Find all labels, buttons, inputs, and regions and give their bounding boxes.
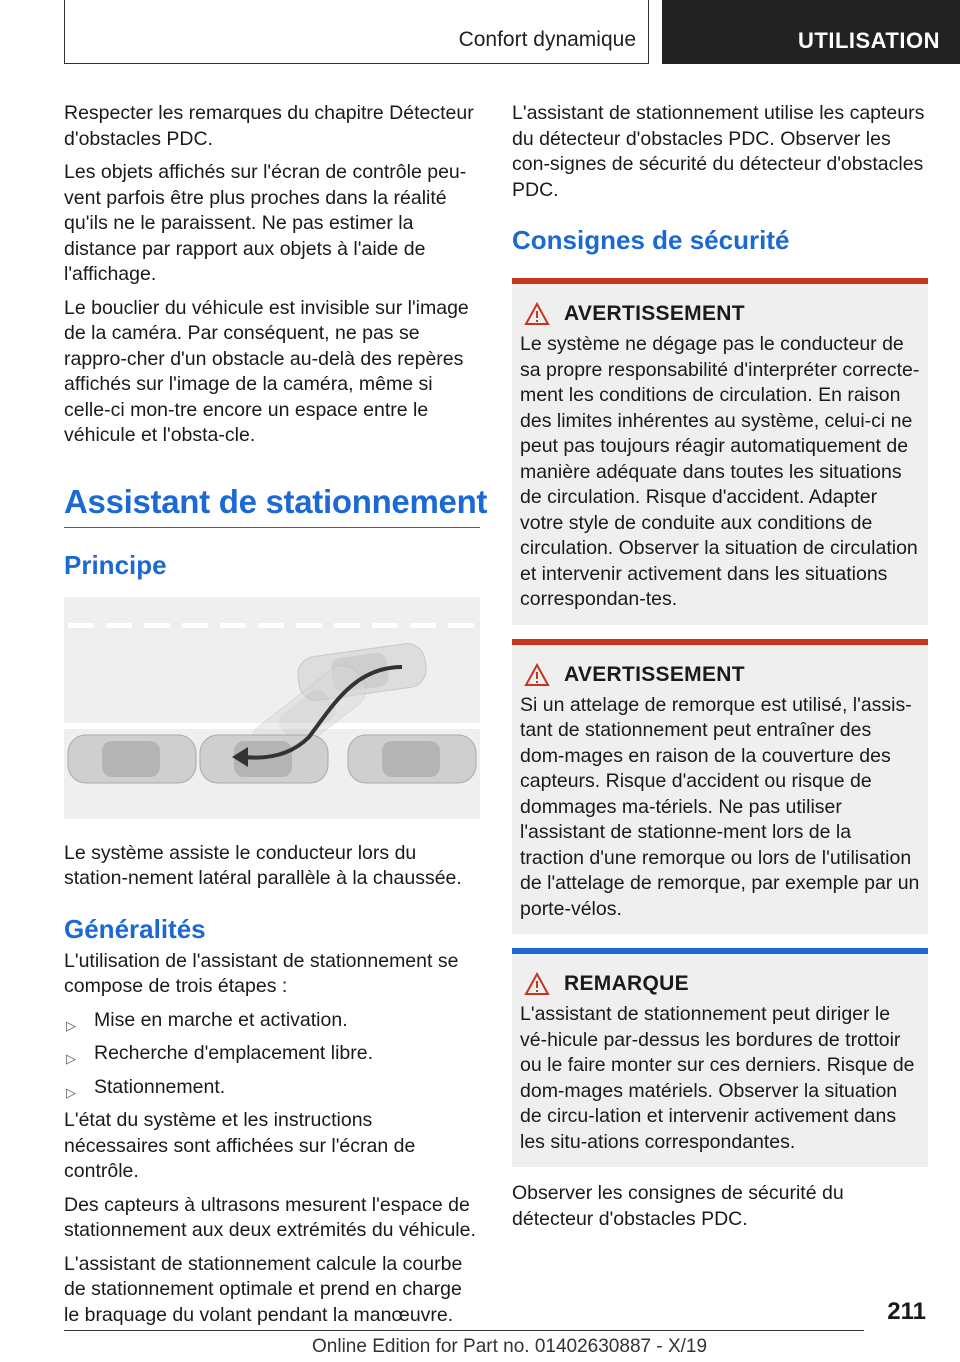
section-heading-parking-assistant: Assistant de stationnement [64,483,480,528]
paragraph-system-state: L'état du système et les instructions nécessaires sont affichées sur l'écran de contrôle. [64,1109,416,1182]
lane-dashes [68,623,474,628]
parking-illustration [64,597,480,819]
header-section-title: Confort dynamique [458,28,636,51]
warning-text: Le système ne dégage pas le conducteur de sa propre responsabilité d'interpréter correcte-ment les conditions de circulation. En raison des limites inhérentes au système, celui-ci ne peut pas toujours réagir automatiquement de manière adéquate dans toutes les situations de circulation. Risque d'accident. Adapter votre style de conduite aux conditions de circulation. Observer la situation de circulation et intervenir activement dans les situations correspondan-tes. [520,333,920,610]
warning-title: AVERTISSEMENT [564,662,745,686]
list-item: ▷ Stationnement. [64,1075,480,1101]
warning-triangle-icon [524,302,550,326]
footer-edition: Online Edition for Part no. 01402630887 - X/19 [312,1336,708,1357]
paragraph-steps-intro: L'utilisation de l'assistant de stationnement se compose de trois étapes : [64,949,459,997]
warning-box-trailer [512,639,928,935]
warning-triangle-icon [524,663,550,687]
page-number: 211 [887,1298,926,1325]
subheading-safety-instructions: Consignes de sécurité [512,225,790,255]
header-rule-bottom [64,63,648,64]
list-item: ▷ Recherche d'emplacement libre. [64,1041,480,1067]
triangle-bullet-icon: ▷ [66,1017,76,1033]
list-item: ▷ Mise en marche et activation. [64,1008,480,1034]
paragraph-optimal-curve: L'assistant de stationnement calcule la courbe de stationnement optimale et prend en charge le braquage du volant pendant la manœuvre. [64,1252,463,1326]
subheading-principe: Principe [64,549,167,580]
triangle-bullet-icon: ▷ [66,1051,76,1066]
paragraph-bumper-invisible: Le bouclier du véhicule est invisible sur l'image de la caméra. Par conséquent, ne pas se rappro-cher d'un obstacle au-delà des repères affichés sur l'image de la caméra, même si celle-ci mon-tre encore un espace entre le véhicule et l'obsta-cle. [64,296,469,446]
paragraph-observe-pdc: Observer les consignes de sécurité du détecteur d'obstacles PDC. [512,1182,844,1230]
notice-triangle-icon [524,972,550,996]
triangle-bullet-icon: ▷ [66,1084,76,1100]
warning-title: AVERTISSEMENT [564,302,745,325]
paragraph-ultrasonic-sensors: Des capteurs à ultrasons mesurent l'espace de stationnement aux deux extrémités du véhicule. [64,1193,476,1241]
paragraph-pdc-sensors: L'assistant de stationnement utilise les capteurs du détecteur d'obstacles PDC. Observer les con-signes de sécurité du détecteur d'obstacles PDC. [512,102,925,201]
steps-list [64,1008,480,1101]
notice-box-curbs [512,948,928,1167]
right-column [512,101,928,1240]
parked-car-right [348,735,476,783]
parked-car-left [68,735,196,783]
notice-title: REMARQUE [564,972,689,995]
warning-box-responsibility [512,278,928,625]
header-separator [648,0,649,64]
footer-rule [64,1330,864,1331]
figure-caption: Le système assiste le conducteur lors du station-nement latéral parallèle à la chaussée. [64,841,462,889]
warning-text: Si un attelage de remorque est utilisé, l'assis-tant de stationnement peut entraîner des dom-mages en raison de la couverture des capteurs. Risque d'accident ou risque de dommages ma-tériels. Ne pas utiliser l'assistant de stationne-ment lors de la traction d'une remorque ou lors de l'utilisation de l'attelage de remorque, par exemple par un porte-vélos. [520,693,920,920]
paragraph-objects-closer: Les objets affichés sur l'écran de contrôle peu-vent parfois être plus proches dans la réalité qu'ils ne le paraissent. Ne pas estimer la distance par rapport aux objets à l'aide de l'affichage. [64,161,467,285]
subheading-generalites: Généralités [64,913,206,944]
paragraph-pdc-reference: Respecter les remarques du chapitre Détecteur d'obstacles PDC. [64,102,474,150]
header-chapter-tab: UTILISATION [662,0,960,64]
notice-text: L'assistant de stationnement peut diriger le vé-hicule par-dessus les bordures de trottoir ou le faire monter sur ces derniers. Risque de dom-mages matériels. Observer la situation de circu-lation et intervenir activement dans les situ-ations correspondantes. [520,1003,915,1153]
left-column [64,101,488,1336]
